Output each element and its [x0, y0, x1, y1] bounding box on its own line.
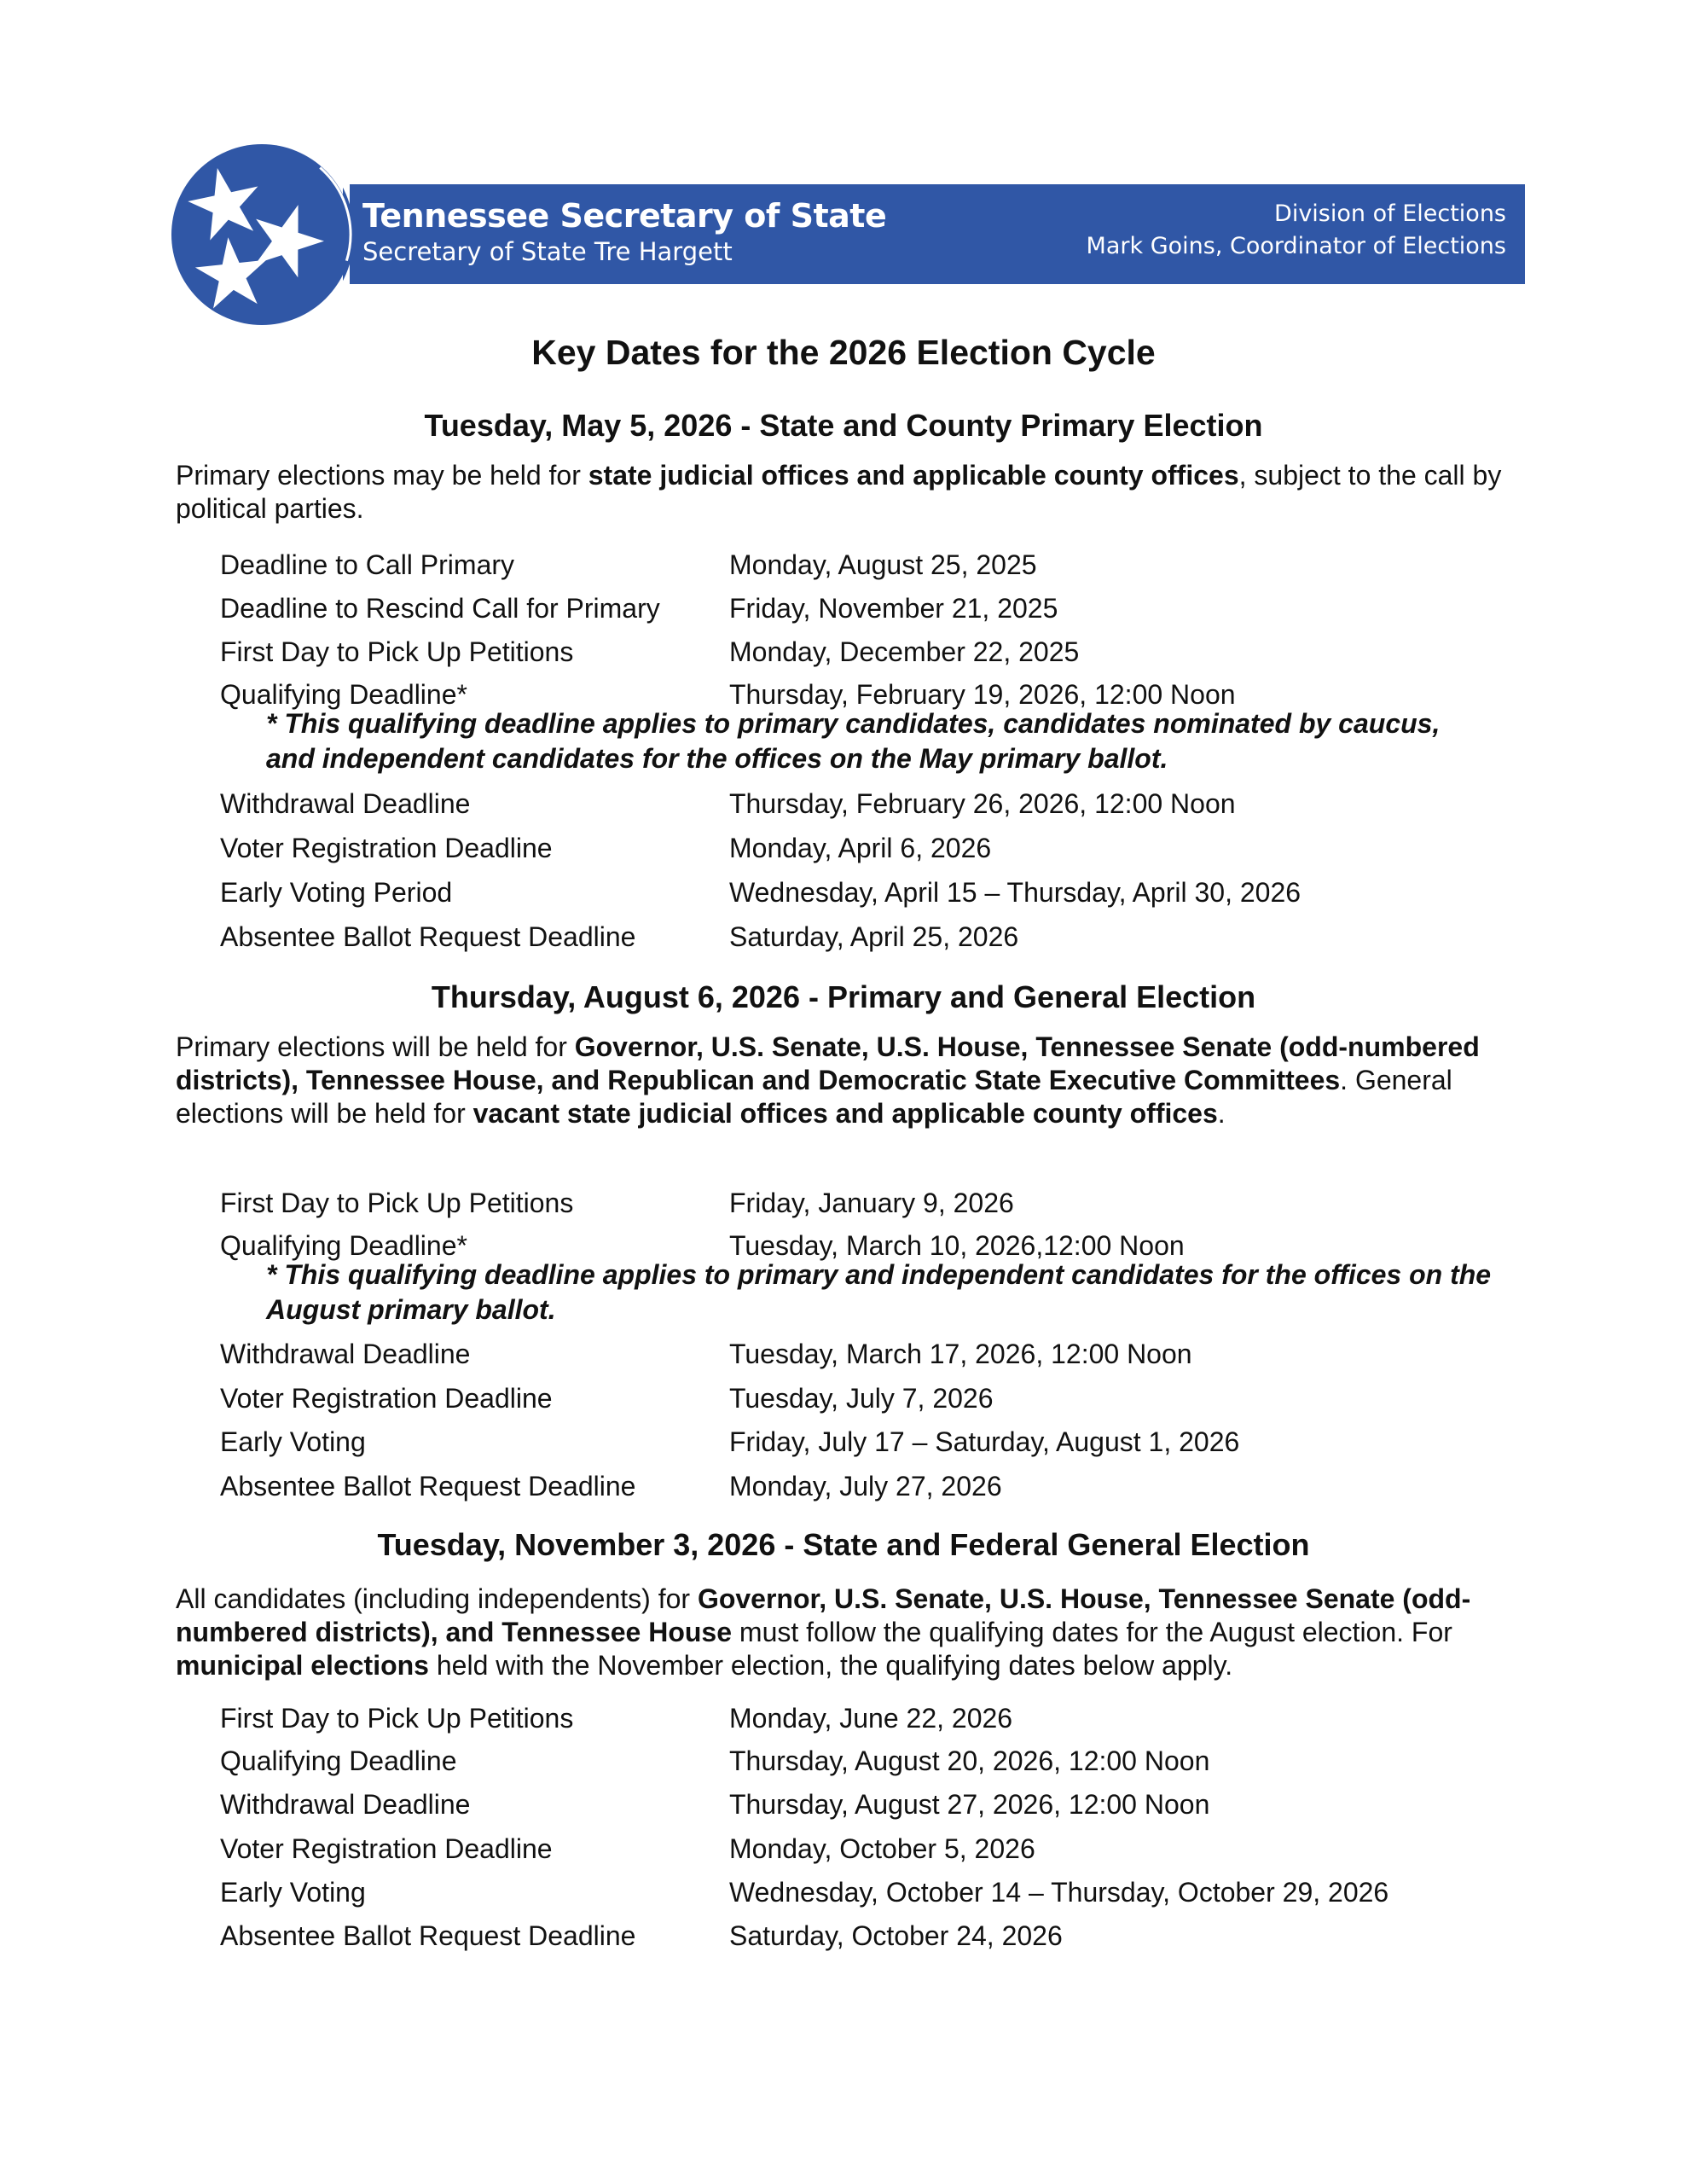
date-value: Monday, October 5, 2026 — [729, 1833, 1035, 1864]
date-value: Monday, April 6, 2026 — [729, 833, 992, 863]
date-row — [220, 1425, 1499, 1459]
date-value: Tuesday, July 7, 2026 — [729, 1383, 994, 1414]
org-name: Tennessee Secretary of State — [362, 197, 887, 235]
intro-bold-text: municipal elections — [176, 1650, 429, 1681]
section-heading: Thursday, August 6, 2026 - Primary and General Election — [431, 979, 1256, 1014]
intro-bold-text: Governor, U.S. Senate, U.S. House, Tennessee Senate (odd-numbered districts), Tennessee House, and Republican and Democratic State Executive Committees — [176, 1031, 1480, 1095]
letterhead — [171, 143, 1527, 329]
intro-text: , subject to the call by political parties. — [176, 460, 1502, 524]
intro-text: . General elections will be held for — [176, 1065, 1452, 1129]
date-label: First Day to Pick Up Petitions — [220, 1703, 574, 1734]
date-label: Qualifying Deadline* — [220, 1230, 467, 1261]
intro-text: Primary elections will be held for — [176, 1031, 575, 1062]
date-row — [220, 1381, 1499, 1415]
date-value: Friday, November 21, 2025 — [729, 593, 1058, 624]
intro-bold-text: vacant state judicial offices and applicable county offices — [472, 1098, 1218, 1129]
date-value: Monday, June 22, 2026 — [729, 1703, 1013, 1734]
date-label: Qualifying Deadline* — [220, 679, 467, 710]
date-value: Saturday, April 25, 2026 — [729, 921, 1019, 952]
section-intro — [176, 1583, 1515, 1682]
section-heading: Tuesday, November 3, 2026 - State and Federal General Election — [377, 1527, 1310, 1562]
date-value: Thursday, August 27, 2026, 12:00 Noon — [729, 1789, 1210, 1820]
intro-bold-text: state judicial offices and applicable county offices — [588, 460, 1239, 491]
coordinator-name: Mark Goins, Coordinator of Elections — [1086, 233, 1506, 259]
org-subtitle: Secretary of State Tre Hargett — [362, 237, 733, 266]
date-row — [220, 1469, 1499, 1503]
date-label: Voter Registration Deadline — [220, 1383, 553, 1414]
date-label: Qualifying Deadline — [220, 1745, 457, 1776]
date-value: Thursday, February 19, 2026, 12:00 Noon — [729, 679, 1236, 710]
date-value: Tuesday, March 17, 2026, 12:00 Noon — [729, 1339, 1192, 1369]
date-row — [220, 1701, 1499, 1735]
section-intro — [176, 1031, 1506, 1130]
date-row — [220, 920, 1499, 954]
date-value: Tuesday, March 10, 2026,12:00 Noon — [729, 1230, 1185, 1261]
date-value: Friday, January 9, 2026 — [729, 1188, 1014, 1218]
date-row — [220, 1337, 1499, 1371]
date-label: Withdrawal Deadline — [220, 788, 471, 819]
date-label: Deadline to Rescind Call for Primary — [220, 593, 660, 624]
date-row — [220, 1744, 1499, 1778]
date-label: Absentee Ballot Request Deadline — [220, 1471, 636, 1502]
page-title: Key Dates for the 2026 Election Cycle — [531, 333, 1156, 372]
date-label: Early Voting — [220, 1426, 366, 1457]
date-row — [220, 1919, 1499, 1953]
qualifying-footnote: * This qualifying deadline applies to primary and independent candidates for the offices on the August primary ballot. — [266, 1259, 1492, 1325]
qualifying-footnote: * This qualifying deadline applies to primary candidates, candidates nominated by caucus, and independent candidates for the offices on the May primary ballot. — [266, 708, 1441, 774]
intro-bold-text: Governor, U.S. Senate, U.S. House, Tennessee Senate (odd-numbered districts), and Tennessee House — [176, 1583, 1471, 1647]
date-label: Absentee Ballot Request Deadline — [220, 921, 636, 952]
intro-text: held with the November election, the qualifying dates below apply. — [428, 1650, 1233, 1681]
division-name: Division of Elections — [1274, 200, 1506, 227]
date-row — [220, 635, 1499, 669]
date-value: Friday, July 17 – Saturday, August 1, 2026 — [729, 1426, 1240, 1457]
banner-right-text — [1015, 198, 1527, 263]
date-value: Monday, December 22, 2025 — [729, 636, 1080, 667]
date-value: Saturday, October 24, 2026 — [729, 1920, 1063, 1951]
date-label: Absentee Ballot Request Deadline — [220, 1920, 636, 1951]
date-value: Thursday, February 26, 2026, 12:00 Noon — [729, 788, 1236, 819]
date-value: Thursday, August 20, 2026, 12:00 Noon — [729, 1745, 1210, 1776]
date-value: Monday, August 25, 2025 — [729, 549, 1037, 580]
intro-text: All candidates (including independents) for — [176, 1583, 698, 1614]
date-label: Withdrawal Deadline — [220, 1789, 471, 1820]
date-value: Wednesday, April 15 – Thursday, April 30, 2026 — [729, 877, 1301, 908]
intro-text: . — [1217, 1098, 1226, 1129]
date-row — [220, 1186, 1499, 1220]
date-label: Early Voting Period — [220, 877, 453, 908]
section-intro — [176, 459, 1523, 526]
date-label: Deadline to Call Primary — [220, 549, 515, 580]
date-label: Early Voting — [220, 1877, 366, 1908]
date-row — [220, 1832, 1499, 1866]
date-row — [220, 1787, 1499, 1821]
date-row — [220, 548, 1499, 582]
date-label: Voter Registration Deadline — [220, 1833, 553, 1864]
date-row — [220, 787, 1499, 821]
section-heading: Tuesday, May 5, 2026 - State and County Primary Election — [424, 408, 1263, 443]
date-label: First Day to Pick Up Petitions — [220, 1188, 574, 1218]
date-label: Voter Registration Deadline — [220, 833, 553, 863]
date-row — [220, 591, 1499, 625]
date-value: Wednesday, October 14 – Thursday, October 29, 2026 — [729, 1877, 1389, 1908]
date-label: Withdrawal Deadline — [220, 1339, 471, 1369]
date-value: Monday, July 27, 2026 — [729, 1471, 1002, 1502]
tri-star-icon — [171, 143, 353, 326]
banner-left-text — [362, 196, 886, 268]
date-row — [220, 1875, 1499, 1909]
date-label: First Day to Pick Up Petitions — [220, 636, 574, 667]
intro-text: Primary elections may be held for — [176, 460, 588, 491]
date-row — [220, 875, 1499, 909]
intro-text: must follow the qualifying dates for the August election. For — [732, 1617, 1452, 1647]
date-row — [220, 831, 1499, 865]
